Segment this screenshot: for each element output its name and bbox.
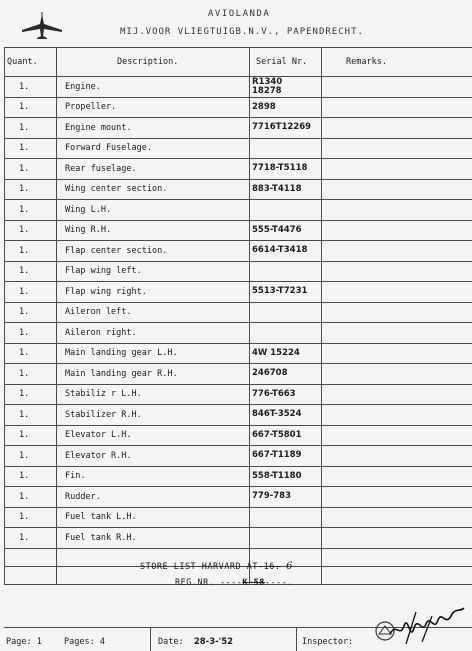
quantity-cell: 1. [5, 466, 57, 487]
description-cell: Wing L.H. [57, 200, 250, 221]
page-count [64, 637, 105, 647]
description-cell: Aileron left. [57, 302, 250, 323]
description-cell: Stabilizer R.H. [57, 405, 250, 426]
table-row [5, 323, 472, 344]
remarks-cell [322, 425, 472, 446]
col-header-remarks: Remarks. [322, 48, 472, 77]
table-row [5, 261, 472, 282]
empty-cell [5, 566, 57, 584]
table-row [5, 241, 472, 262]
reg-label: REG.NR. ---- [175, 578, 242, 588]
quantity-cell: 1. [5, 528, 57, 549]
table-row [5, 384, 472, 405]
page-value: 1 [37, 637, 42, 647]
description-cell: Fin. [57, 466, 250, 487]
quantity-cell: 1. [5, 446, 57, 467]
table-row [5, 118, 472, 139]
remarks-cell [322, 179, 472, 200]
quantity-cell: 1. [5, 282, 57, 303]
table-row [5, 507, 472, 528]
serial-cell: 4W 15224 [250, 343, 322, 364]
quantity-cell: 1. [5, 507, 57, 528]
quantity-cell: 1. [5, 405, 57, 426]
description-cell: Main landing gear L.H. [57, 343, 250, 364]
quantity-cell: 1. [5, 77, 57, 98]
quantity-cell: 1. [5, 302, 57, 323]
description-cell: Main landing gear R.H. [57, 364, 250, 385]
table-row [5, 487, 472, 508]
table-row [5, 364, 472, 385]
quantity-cell: 1. [5, 118, 57, 139]
remarks-cell [322, 364, 472, 385]
description-cell: Wing R.H. [57, 220, 250, 241]
parts-table [4, 47, 472, 585]
table-row [5, 343, 472, 364]
inspector-field: Inspector: [302, 637, 353, 647]
quantity-cell: 1. [5, 343, 57, 364]
quantity-cell: 1. [5, 220, 57, 241]
table-row [5, 220, 472, 241]
serial-cell: 883-T4118 [250, 179, 322, 200]
quantity-cell: 1. [5, 200, 57, 221]
description-cell: Engine mount. [57, 118, 250, 139]
serial-cell: 779-783 [250, 487, 322, 508]
remarks-cell [322, 261, 472, 282]
serial-cell: 6614-T3418 [250, 241, 322, 262]
col-header-quantity: Quant. [5, 48, 57, 77]
page-label: Page: [6, 637, 32, 647]
remarks-cell [322, 405, 472, 426]
description-cell: Stabiliz r L.H. [57, 384, 250, 405]
remarks-cell [322, 241, 472, 262]
serial-cell [250, 507, 322, 528]
company-short-name: AVIOLANDA [208, 9, 270, 19]
description-cell: Flap center section. [57, 241, 250, 262]
description-cell: Wing center section. [57, 179, 250, 200]
quantity-cell: 1. [5, 364, 57, 385]
description-cell: Elevator L.H. [57, 425, 250, 446]
bottom-divider [296, 628, 297, 651]
remarks-cell [322, 487, 472, 508]
serial-cell: 246708 [250, 364, 322, 385]
col-header-description: Description. [57, 48, 250, 77]
remarks-cell [322, 138, 472, 159]
date-value: 28-3-'52 [194, 637, 233, 647]
table-row [5, 97, 472, 118]
serial-cell: 2898 [250, 97, 322, 118]
table-row [5, 138, 472, 159]
date-field [158, 637, 233, 647]
empty-cell [5, 548, 57, 566]
remarks-cell [322, 220, 472, 241]
quantity-cell: 1. [5, 241, 57, 262]
quantity-cell: 1. [5, 159, 57, 180]
empty-cell [322, 548, 472, 566]
remarks-cell [322, 528, 472, 549]
description-cell: Fuel tank L.H. [57, 507, 250, 528]
description-cell: Flap wing right. [57, 282, 250, 303]
serial-cell: 558-T1180 [250, 466, 322, 487]
remarks-cell [322, 118, 472, 139]
serial-cell: 667-T1189 [250, 446, 322, 467]
table-header-row [5, 48, 472, 77]
bottom-divider [150, 628, 151, 651]
quantity-cell: 1. [5, 97, 57, 118]
serial-cell: 846T-3524 [250, 405, 322, 426]
table-row [5, 425, 472, 446]
serial-cell: 7716T12269 [250, 118, 322, 139]
pages-label: Pages: [64, 637, 95, 647]
date-label: Date: [158, 637, 184, 647]
registration-number [175, 578, 293, 588]
remarks-cell [322, 446, 472, 467]
quantity-cell: 1. [5, 138, 57, 159]
description-cell: Aileron right. [57, 323, 250, 344]
serial-cell: 7718-T5118 [250, 159, 322, 180]
serial-cell: 667-T5801 [250, 425, 322, 446]
company-full-name: MIJ.VOOR VLIEGTUIGB.N.V., PAPENDRECHT. [120, 27, 364, 37]
remarks-cell [322, 343, 472, 364]
table-row [5, 77, 472, 98]
reg-value: K-58 [242, 578, 264, 588]
description-cell: Propeller. [57, 97, 250, 118]
remarks-cell [322, 323, 472, 344]
remarks-cell [322, 97, 472, 118]
serial-cell [250, 528, 322, 549]
description-cell: Forward Fuselage. [57, 138, 250, 159]
struck-number: 16. [264, 562, 281, 572]
description-cell: Elevator R.H. [57, 446, 250, 467]
serial-cell [250, 200, 322, 221]
page-number [6, 637, 42, 647]
table-row [5, 200, 472, 221]
quantity-cell: 1. [5, 261, 57, 282]
store-list-title-text: STORE LIST HARVARD AT- [140, 562, 264, 572]
col-header-serial: Serial Nr. [250, 48, 322, 77]
serial-cell [250, 302, 322, 323]
handwritten-number: 6 [286, 561, 293, 572]
table-row [5, 405, 472, 426]
serial-cell: 776-T663 [250, 384, 322, 405]
remarks-cell [322, 302, 472, 323]
description-cell: Flap wing left. [57, 261, 250, 282]
table-row [5, 528, 472, 549]
table-row [5, 466, 472, 487]
description-cell: Rear fuselage. [57, 159, 250, 180]
remarks-cell [322, 200, 472, 221]
quantity-cell: 1. [5, 487, 57, 508]
remarks-cell [322, 384, 472, 405]
remarks-cell [322, 507, 472, 528]
quantity-cell: 1. [5, 384, 57, 405]
remarks-cell [322, 77, 472, 98]
serial-cell: 555-T4476 [250, 220, 322, 241]
serial-cell [250, 138, 322, 159]
quantity-cell: 1. [5, 323, 57, 344]
inspector-signature [386, 604, 466, 648]
aircraft-logo-icon [20, 10, 64, 40]
description-cell: Engine. [57, 77, 250, 98]
store-list-title [140, 561, 293, 572]
description-cell: Fuel tank R.H. [57, 528, 250, 549]
quantity-cell: 1. [5, 179, 57, 200]
remarks-cell [322, 466, 472, 487]
quantity-cell: 1. [5, 425, 57, 446]
remarks-cell [322, 282, 472, 303]
table-row [5, 282, 472, 303]
pages-value: 4 [100, 637, 105, 647]
table-row [5, 446, 472, 467]
serial-cell: R1340 18278 [250, 77, 322, 98]
remarks-cell [322, 159, 472, 180]
table-row [5, 179, 472, 200]
serial-cell [250, 261, 322, 282]
reg-suffix: ----. [265, 578, 293, 588]
table-row [5, 159, 472, 180]
table-row [5, 302, 472, 323]
serial-cell: 5513-T7231 [250, 282, 322, 303]
empty-cell [322, 566, 472, 584]
description-cell: Rudder. [57, 487, 250, 508]
serial-cell [250, 323, 322, 344]
